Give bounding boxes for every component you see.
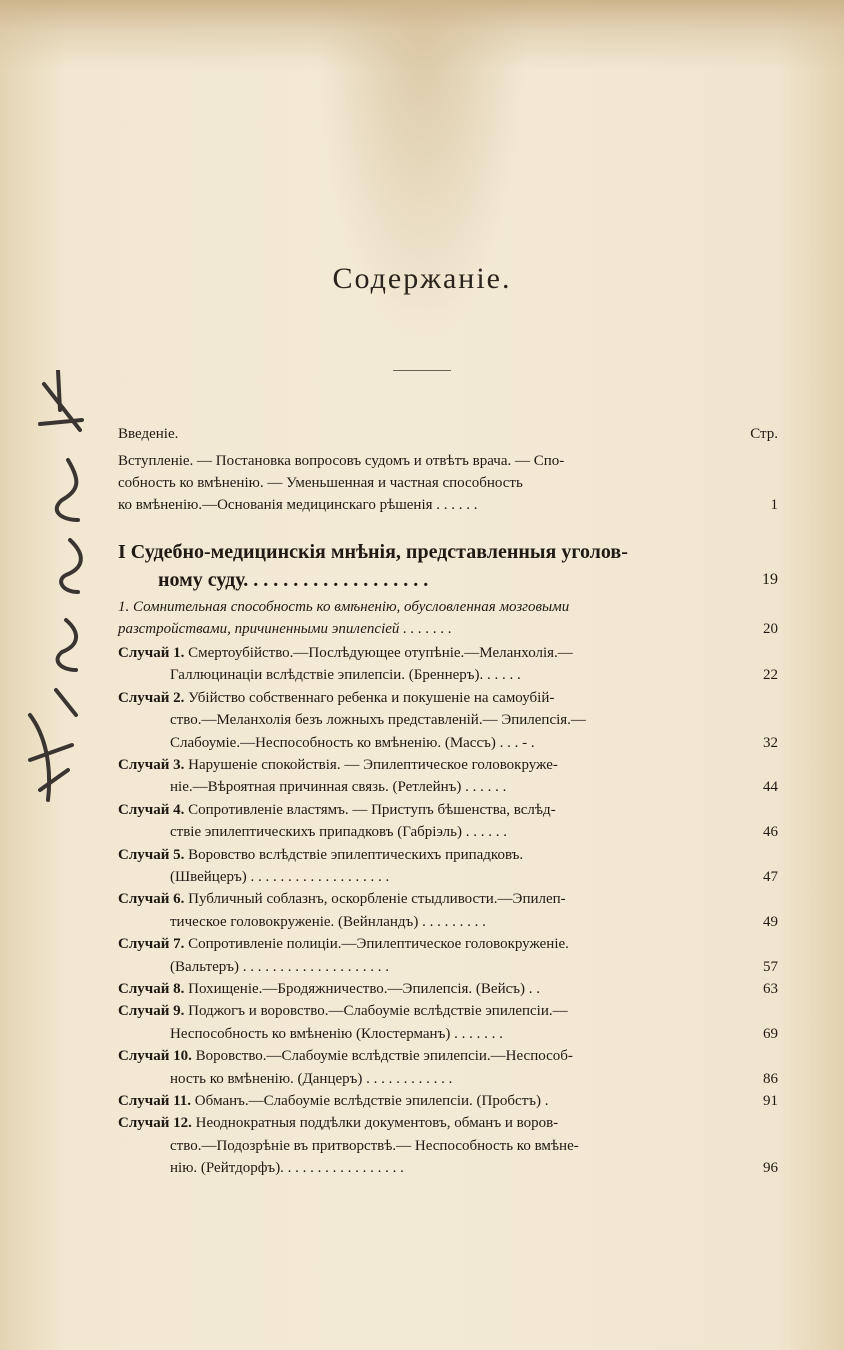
toc-case-entry — [118, 1090, 778, 1112]
case-label: Случай 6. — [118, 891, 189, 908]
case-label: Случай 4. — [118, 801, 189, 818]
section-line — [118, 566, 778, 594]
toc-line-text: нію. (Рейтдорфъ). . . . . . . . . . . . . . . . . — [170, 1160, 404, 1177]
toc-page-number: 91 — [763, 1093, 778, 1109]
case-label: Случай 7. — [118, 936, 189, 953]
toc-line — [118, 1112, 778, 1134]
toc-line-text: Неспособность ко вмѣненію (Клостерманъ) . . . . . . . — [170, 1025, 503, 1042]
toc-line-text: Обманъ.—Слабоуміе вслѣдствіе эпилепсіи. (Пробстъ) . — [194, 1093, 549, 1109]
toc-line — [118, 844, 778, 866]
case-label: Случай 12. — [118, 1115, 196, 1132]
toc-line — [118, 709, 778, 731]
toc-page-number: 19 — [762, 571, 778, 588]
toc-case-entry — [118, 1000, 778, 1045]
toc-line-text: Сопротивленіе властямъ. — Приступъ бѣшенства, вслѣд- — [188, 801, 556, 818]
toc-line-text: ніе.—Вѣроятная причинная связь. (Ретлейнъ) . . . . . . — [170, 779, 507, 796]
toc-page-number: 96 — [763, 1160, 778, 1177]
toc-line — [118, 1000, 778, 1022]
toc-page-number: 63 — [763, 981, 778, 997]
section-line: I Судебно-медицинскія мнѣнія, представленныя уголов- — [118, 541, 628, 563]
toc-line — [118, 821, 778, 843]
toc-line — [118, 1045, 778, 1067]
toc-line-text: ство.—Подозрѣніе въ притворствѣ.— Неспособность ко вмѣне- — [170, 1137, 579, 1154]
page-column-heading: Стр. — [750, 426, 778, 442]
toc-line: Вступленіе. — Постановка вопросовъ судомъ и отвѣтъ врача. — Спо- — [118, 453, 565, 469]
toc-case-entry — [118, 1112, 778, 1179]
toc-case-entry — [118, 642, 778, 687]
toc-line — [118, 687, 778, 709]
toc-line: собность ко вмѣненію. — Уменьшенная и частная способность — [118, 475, 523, 491]
toc-line-text: Воровство.—Слабоуміе вслѣдствіе эпилепсіи.—Неспособ- — [195, 1048, 573, 1065]
toc-case-entry — [118, 1045, 778, 1090]
toc-line — [118, 978, 778, 1000]
title-divider — [393, 370, 451, 371]
toc-page-number: 47 — [763, 868, 778, 885]
toc-line-text: Поджогъ и воровство.—Слабоуміе вслѣдствіе эпилепсіи.— — [188, 1003, 568, 1020]
toc-entry-intro — [118, 450, 778, 516]
toc-line — [118, 799, 778, 821]
toc-line-text: тическое головокруженіе. (Вейнландъ) . . . . . . . . . — [170, 913, 486, 930]
toc-line-text: Смертоубійство.—Послѣдующее отупѣніе.—Меланхолія.— — [188, 645, 573, 661]
toc-line-text: ствіе эпилептическихъ припадковъ (Габріэль) . . . . . . — [170, 824, 507, 841]
toc-line — [118, 1068, 778, 1090]
toc-line — [118, 911, 778, 933]
toc-case-entry — [118, 844, 778, 889]
page-stain — [0, 0, 844, 70]
page-title: Содержаніе. — [332, 262, 512, 295]
toc-line — [118, 776, 778, 798]
case-label: Случай 3. — [118, 757, 189, 773]
toc-line — [118, 866, 778, 888]
toc-page-number: 69 — [763, 1025, 778, 1042]
toc-line-text: ко вмѣненію.—Основанія медицинскаго рѣшенія . . . . . . — [118, 497, 478, 513]
toc-page-number: 49 — [763, 913, 778, 930]
toc-line — [118, 1157, 778, 1179]
toc-case-entry — [118, 888, 778, 933]
intro-heading: Введеніе. — [118, 426, 179, 442]
toc-line — [118, 1135, 778, 1157]
case-label: Случай 8. — [118, 981, 189, 997]
subsection-line-text: разстройствами, причиненными эпилепсіей . . . . . . . — [118, 621, 452, 637]
toc-line — [118, 933, 778, 955]
case-label: Случай 11. — [118, 1093, 195, 1109]
case-label: Случай 1. — [118, 645, 189, 661]
toc-line — [118, 732, 778, 754]
subsection-line — [118, 618, 778, 640]
toc-page-number: 1 — [770, 497, 778, 513]
section-line-text: ному суду. . . . . . . . . . . . . . . . . . . — [158, 569, 429, 591]
toc-case-entry — [118, 687, 778, 754]
toc-page-number: 20 — [763, 621, 778, 637]
toc-page-number: 57 — [763, 958, 778, 975]
toc-line-text: (Швейцеръ) . . . . . . . . . . . . . . . . . . . — [170, 868, 390, 885]
toc-case-entry — [118, 933, 778, 978]
toc-header — [118, 426, 778, 448]
case-label: Случай 9. — [118, 1003, 189, 1020]
toc-line — [118, 664, 778, 686]
toc-line — [118, 642, 778, 664]
toc-line-text: Неоднократныя поддѣлки документовъ, обманъ и воров- — [195, 1115, 559, 1132]
toc-section-1 — [118, 538, 778, 594]
toc-subsection-1 — [118, 596, 778, 640]
toc-page-number: 32 — [763, 734, 778, 751]
case-label: Случай 5. — [118, 846, 189, 863]
toc-page-number: 46 — [763, 824, 778, 841]
toc-line-text: Галлюцинаціи вслѣдствіе эпилепсіи. (Бреннеръ). . . . . . — [170, 667, 521, 684]
toc-line — [118, 1023, 778, 1045]
toc-line-text: Нарушеніе спокойствія. — Эпилептическое головокруже- — [188, 757, 558, 773]
toc-page-number: 86 — [763, 1070, 778, 1087]
toc-line-text: Публичный соблазнъ, оскорбленіе стыдливости.—Эпилеп- — [188, 891, 566, 908]
toc-case-entry — [118, 978, 778, 1000]
toc-line — [118, 888, 778, 910]
toc-line-text: (Вальтеръ) . . . . . . . . . . . . . . . . . . . . — [170, 958, 390, 975]
toc-line — [118, 754, 778, 776]
toc-line — [118, 494, 778, 516]
case-label: Случай 10. — [118, 1048, 196, 1065]
toc-line-text: Похищеніе.—Бродяжничество.—Эпилепсія. (Вейсъ) . . — [188, 981, 541, 997]
toc-line-text: Слабоуміе.—Неспособность ко вмѣненію. (Массъ) . . . - . — [170, 734, 535, 751]
toc-line — [118, 956, 778, 978]
toc-line — [118, 1090, 778, 1112]
toc-case-entry — [118, 799, 778, 844]
toc-page-number: 44 — [763, 779, 778, 796]
toc-line-text: ство.—Меланхолія безъ ложныхъ представленій.— Эпилепсія.— — [170, 712, 586, 729]
toc-line-text: Воровство вслѣдствіе эпилептическихъ припадковъ. — [188, 846, 524, 863]
toc-page-number: 22 — [763, 667, 778, 684]
toc-line-text: ность ко вмѣненію. (Данцеръ) . . . . . . . . . . . . — [170, 1070, 453, 1087]
subsection-line: 1. Сомнительная способность ко вмѣненію, обусловленная мозговыми — [118, 599, 570, 615]
toc-line-text: Убійство собственнаго ребенка и покушеніе на самоубій- — [188, 689, 555, 706]
toc-line-text: Сопротивленіе полиціи.—Эпилептическое головокруженіе. — [188, 936, 569, 953]
handwritten-shelfmark — [0, 370, 120, 830]
toc-case-entry — [118, 754, 778, 799]
case-label: Случай 2. — [118, 689, 189, 706]
